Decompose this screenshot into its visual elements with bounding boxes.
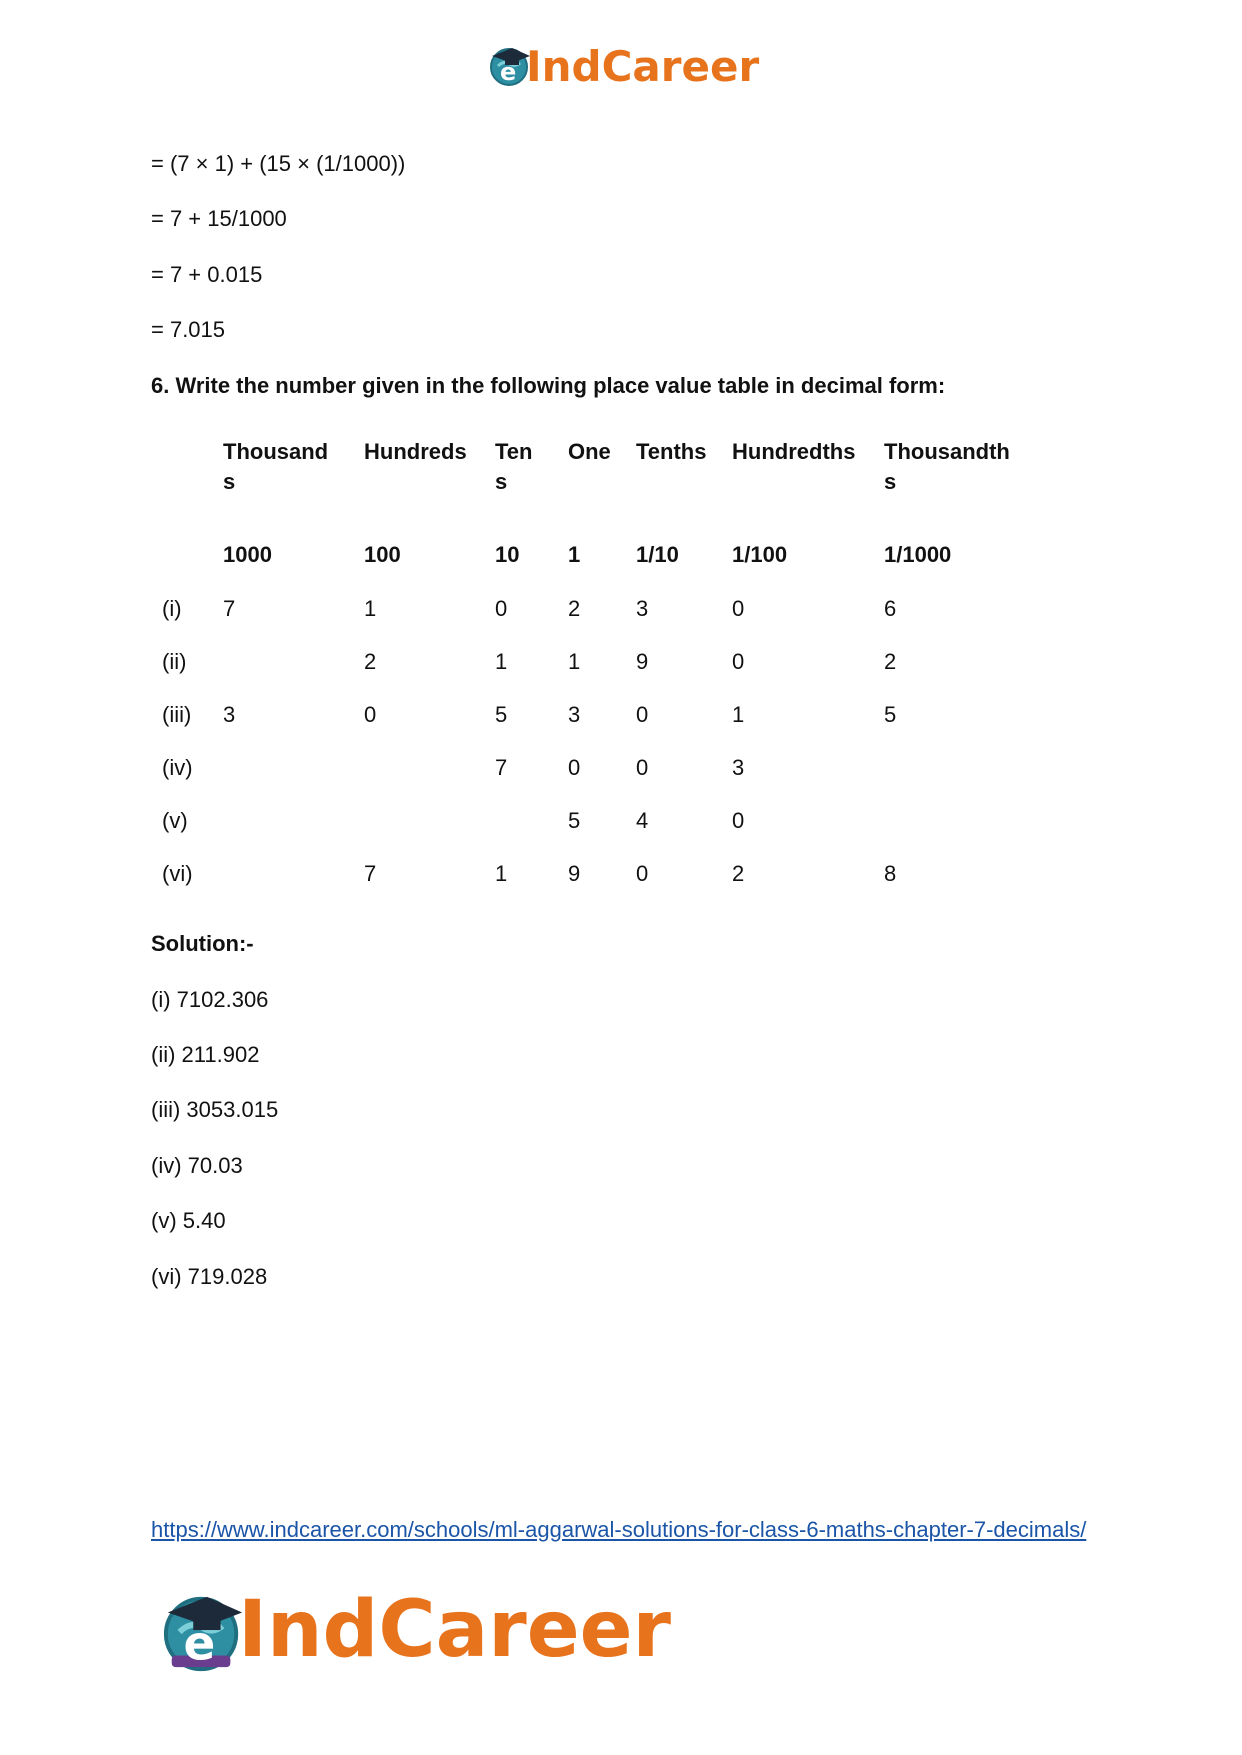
table-cell: 6 [884,596,897,621]
table-cell: 0 [732,596,745,621]
value-thousands: 1000 [223,542,272,567]
answer-5: (v) 5.40 [151,1208,226,1233]
header-tens: Ten s [495,439,533,494]
row-label: (v) [162,808,188,833]
table-cell: 1 [364,596,377,621]
svg-text:e: e [183,1616,216,1672]
row-label: (iv) [162,755,193,780]
globe-cap-icon [160,1589,246,1675]
table-cell: 1 [732,702,745,727]
value-tenths: 1/10 [636,542,679,567]
header-thousands: Thousand s [223,439,329,494]
header-logo [488,42,768,92]
table-cell: 4 [636,808,649,833]
table-cell: 3 [223,702,236,727]
table-cell: 2 [732,861,745,886]
answer-4: (iv) 70.03 [151,1153,243,1178]
table-cell: 3 [732,755,745,780]
intro-line-4: = 7.015 [151,317,226,342]
intro-line-1: = (7 × 1) + (15 × (1/1000)) [151,151,406,176]
table-cell: 0 [364,702,377,727]
intro-line-2: = 7 + 15/1000 [151,206,287,231]
table-cell: 2 [364,649,377,674]
table-cell: 2 [568,596,581,621]
row-label: (i) [162,596,182,621]
table-cell: 7 [223,596,236,621]
row-label: (vi) [162,861,193,886]
header-hundredths: Hundredths [732,439,856,464]
row-label: (ii) [162,649,187,674]
table-cell: 0 [636,861,649,886]
value-thousandths: 1/1000 [884,542,952,567]
table-cell: 9 [636,649,649,674]
table-cell: 0 [732,649,745,674]
table-cell: 0 [636,702,649,727]
table-cell: 2 [884,649,897,674]
row-label: (iii) [162,702,192,727]
value-hundreds: 100 [364,542,401,567]
table-cell: 0 [495,596,508,621]
answer-3: (iii) 3053.015 [151,1097,279,1122]
question-heading: 6. Write the number given in the following place value table in decimal form: [151,373,946,398]
table-cell: 1 [495,649,508,674]
footer-link[interactable]: https://www.indcareer.com/schools/ml-aggarwal-solutions-for-class-6-maths-chapter-7-decimals/ [151,1517,1087,1542]
header-tenths: Tenths [636,439,707,464]
table-cell: 7 [364,861,377,886]
header-hundreds: Hundreds [364,439,467,464]
svg-text:e: e [500,58,517,86]
footer-logo [160,1585,720,1675]
value-tens: 10 [495,542,520,567]
answer-1: (i) 7102.306 [151,987,269,1012]
table-cell: 1 [568,649,581,674]
value-one: 1 [568,542,581,567]
solution-heading: Solution:- [151,931,254,956]
footer-logo-text: IndCareer [238,1585,671,1675]
table-cell: 7 [495,755,508,780]
table-cell: 5 [568,808,581,833]
answer-2: (ii) 211.902 [151,1042,260,1067]
header-logo-text: IndCareer [526,42,760,91]
header-thousandths: Thousandth s [884,439,1010,494]
table-cell: 0 [636,755,649,780]
table-cell: 5 [495,702,508,727]
table-cell: 9 [568,861,581,886]
header-one: One [568,439,611,464]
table-cell: 3 [636,596,649,621]
table-cell: 1 [495,861,508,886]
table-cell: 3 [568,702,581,727]
value-hundredths: 1/100 [732,542,788,567]
table-cell: 0 [732,808,745,833]
table-cell: 0 [568,755,581,780]
table-cell: 8 [884,861,897,886]
table-cell: 5 [884,702,897,727]
answer-6: (vi) 719.028 [151,1264,268,1289]
intro-line-3: = 7 + 0.015 [151,262,263,287]
